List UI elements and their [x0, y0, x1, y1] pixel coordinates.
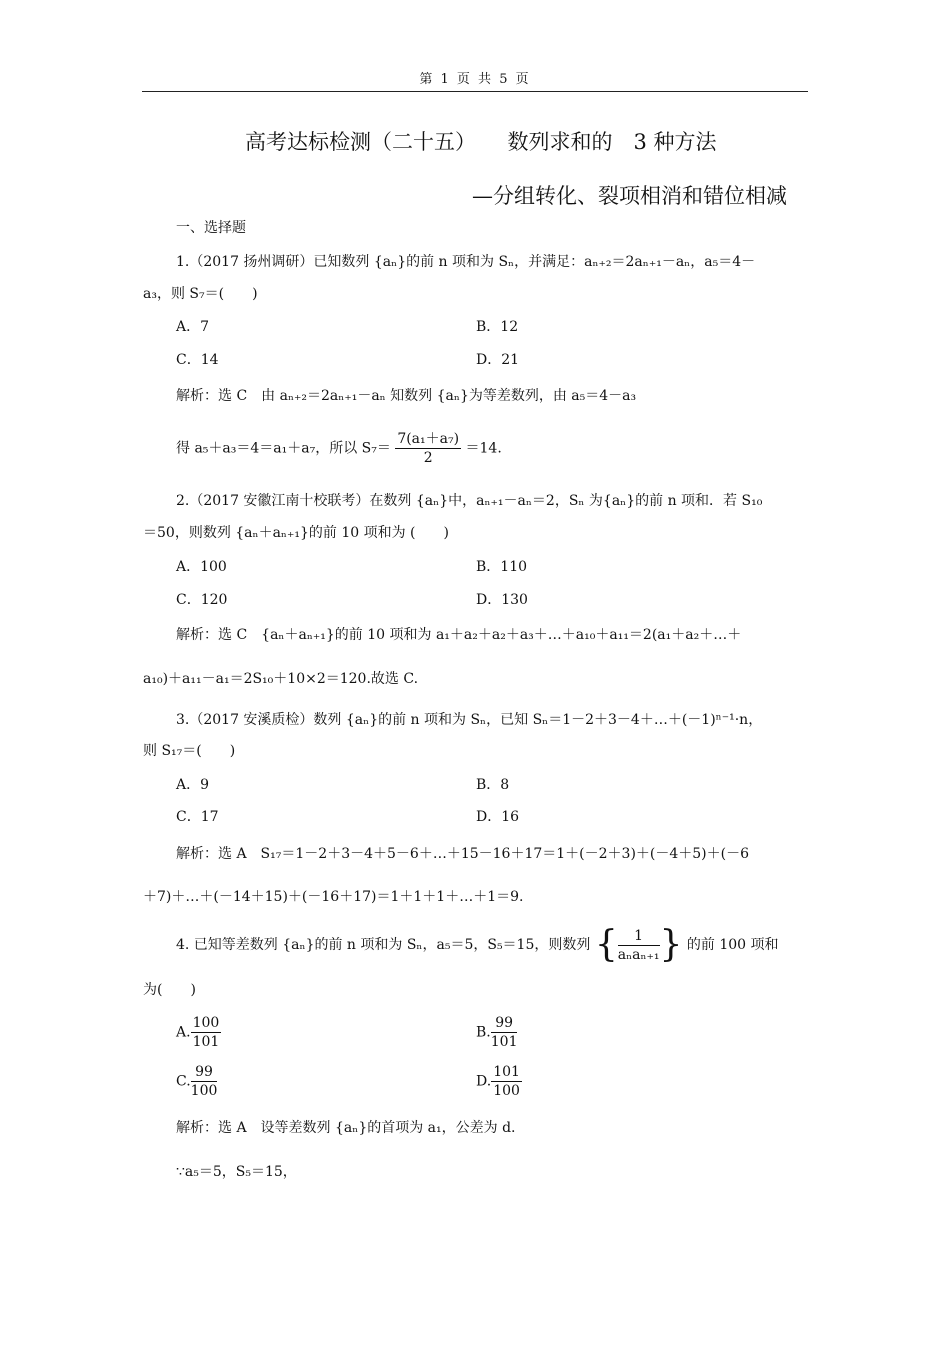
q4-line1: [176, 925, 779, 965]
q3-option-a: A．9: [176, 777, 210, 793]
fraction-numerator: 1: [618, 927, 660, 946]
fraction-denominator: aₙaₙ₊₁: [617, 946, 660, 963]
fraction-denominator: 101: [490, 1034, 518, 1050]
q1-line2: a₃，则 S₇＝( ): [143, 286, 258, 302]
q1-option-c: C．14: [176, 352, 219, 368]
option-label: C.: [176, 1073, 191, 1090]
right-brace: }: [659, 924, 683, 965]
q4-option-a: [176, 1014, 221, 1051]
q1-solution-pre: 得 a₅＋a₃＝4＝a₁＋a₇，所以 S₇＝: [176, 440, 391, 457]
q2-option-c: C．120: [176, 592, 228, 608]
fraction-numerator: 100: [192, 1015, 220, 1031]
option-fraction: [191, 1014, 222, 1051]
q4-option-c: [176, 1063, 217, 1100]
q4-option-b: [476, 1014, 517, 1051]
q3-solution-line2: ＋7)＋…＋(－14＋15)＋(－16＋17)＝1＋1＋1＋…＋1＝9.: [143, 889, 524, 905]
q1-line1: 1.（2017 扬州调研）已知数列 {aₙ}的前 n 项和为 Sₙ，并满足：aₙ₊₂＝2aₙ₊₁－aₙ，a₅＝4－: [176, 254, 756, 270]
section-heading: 一、选择题: [176, 220, 246, 236]
q3-option-b: B．8: [476, 777, 510, 793]
fraction-numerator: 101: [493, 1064, 520, 1080]
fraction-denominator: 100: [190, 1083, 218, 1099]
option-label: B.: [476, 1024, 491, 1041]
q1-solution-line1: 解析：选 C 由 aₙ₊₂＝2aₙ₊₁－aₙ 知数列 {aₙ}为等差数列，由 a₅＝4－a₃: [176, 388, 637, 404]
q2-line1: 2.（2017 安徽江南十校联考）在数列 {aₙ}中，aₙ₊₁－aₙ＝2，Sₙ 为{aₙ}的前 n 项和．若 S₁₀: [176, 493, 763, 509]
option-fraction: [491, 1014, 518, 1051]
q1-solution-post: ＝14.: [465, 440, 502, 457]
q2-option-d: D．130: [476, 592, 528, 608]
page-header: 第 1 页 共 5 页: [419, 72, 531, 87]
fraction-denominator: 101: [192, 1034, 220, 1050]
q4-set-fraction: [618, 927, 660, 964]
q1-option-b: B．12: [476, 319, 519, 335]
header-rule: [142, 91, 808, 92]
q3-line2: 则 S₁₇＝( ): [143, 743, 236, 759]
fraction-denominator: 2: [423, 450, 433, 466]
q4-line1-post: 的前 100 项和: [686, 937, 779, 953]
q1-option-d: D．21: [476, 352, 520, 368]
doc-title: 高考达标检测（二十五） 数列求和的 3 种方法: [245, 130, 717, 154]
q2-line2: ＝50，则数列 {aₙ＋aₙ₊₁}的前 10 项和为 ( ): [143, 525, 449, 541]
q4-option-d: [476, 1063, 522, 1100]
fraction-numerator: 99: [491, 1014, 518, 1033]
q2-option-a: A．100: [176, 559, 227, 575]
q3-option-c: C．17: [176, 809, 219, 825]
option-fraction: [191, 1063, 218, 1100]
q2-option-b: B．110: [476, 559, 528, 575]
q1-solution-fraction: [395, 430, 461, 467]
q3-option-d: D．16: [476, 809, 520, 825]
q3-line1: 3.（2017 安溪质检）数列 {aₙ}的前 n 项和为 Sₙ，已知 Sₙ＝1－2＋3－4＋…＋(－1)ⁿ⁻¹·n，: [176, 712, 763, 728]
left-brace: {: [594, 924, 618, 965]
q3-solution-line1: 解析：选 A S₁₇＝1－2＋3－4＋5－6＋…＋15－16＋17＝1＋(－2＋3)＋(－4＋5)＋(－6: [176, 846, 750, 862]
option-fraction: [491, 1063, 522, 1100]
option-label: D.: [476, 1073, 492, 1090]
q2-solution-line1: 解析：选 C {aₙ＋aₙ₊₁}的前 10 项和为 a₁＋a₂＋a₂＋a₃＋…＋a₁₀＋a₁₁＝2(a₁＋a₂＋…＋: [176, 627, 742, 643]
q4-solution-line1: 解析：选 A 设等差数列 {aₙ}的首项为 a₁，公差为 d.: [176, 1120, 516, 1136]
q4-line1-pre: 4. 已知等差数列 {aₙ}的前 n 项和为 Sₙ，a₅＝5，S₅＝15，则数列: [176, 937, 591, 953]
option-label: A.: [176, 1024, 191, 1041]
q2-solution-line2: a₁₀)＋a₁₁－a₁＝2S₁₀＋10×2＝120.故选 C.: [143, 671, 419, 687]
fraction-numerator: 99: [191, 1063, 218, 1082]
q1-solution-line2: [176, 430, 502, 467]
fraction-denominator: 100: [493, 1083, 520, 1099]
fraction-numerator: 7(a₁＋a₇): [397, 431, 460, 447]
doc-subtitle: —分组转化、裂项相消和错位相减: [472, 184, 787, 208]
q1-option-a: A．7: [176, 319, 210, 335]
q4-solution-line2: ∵a₅＝5，S₅＝15，: [176, 1164, 297, 1180]
q4-line2: 为( ): [143, 982, 196, 998]
